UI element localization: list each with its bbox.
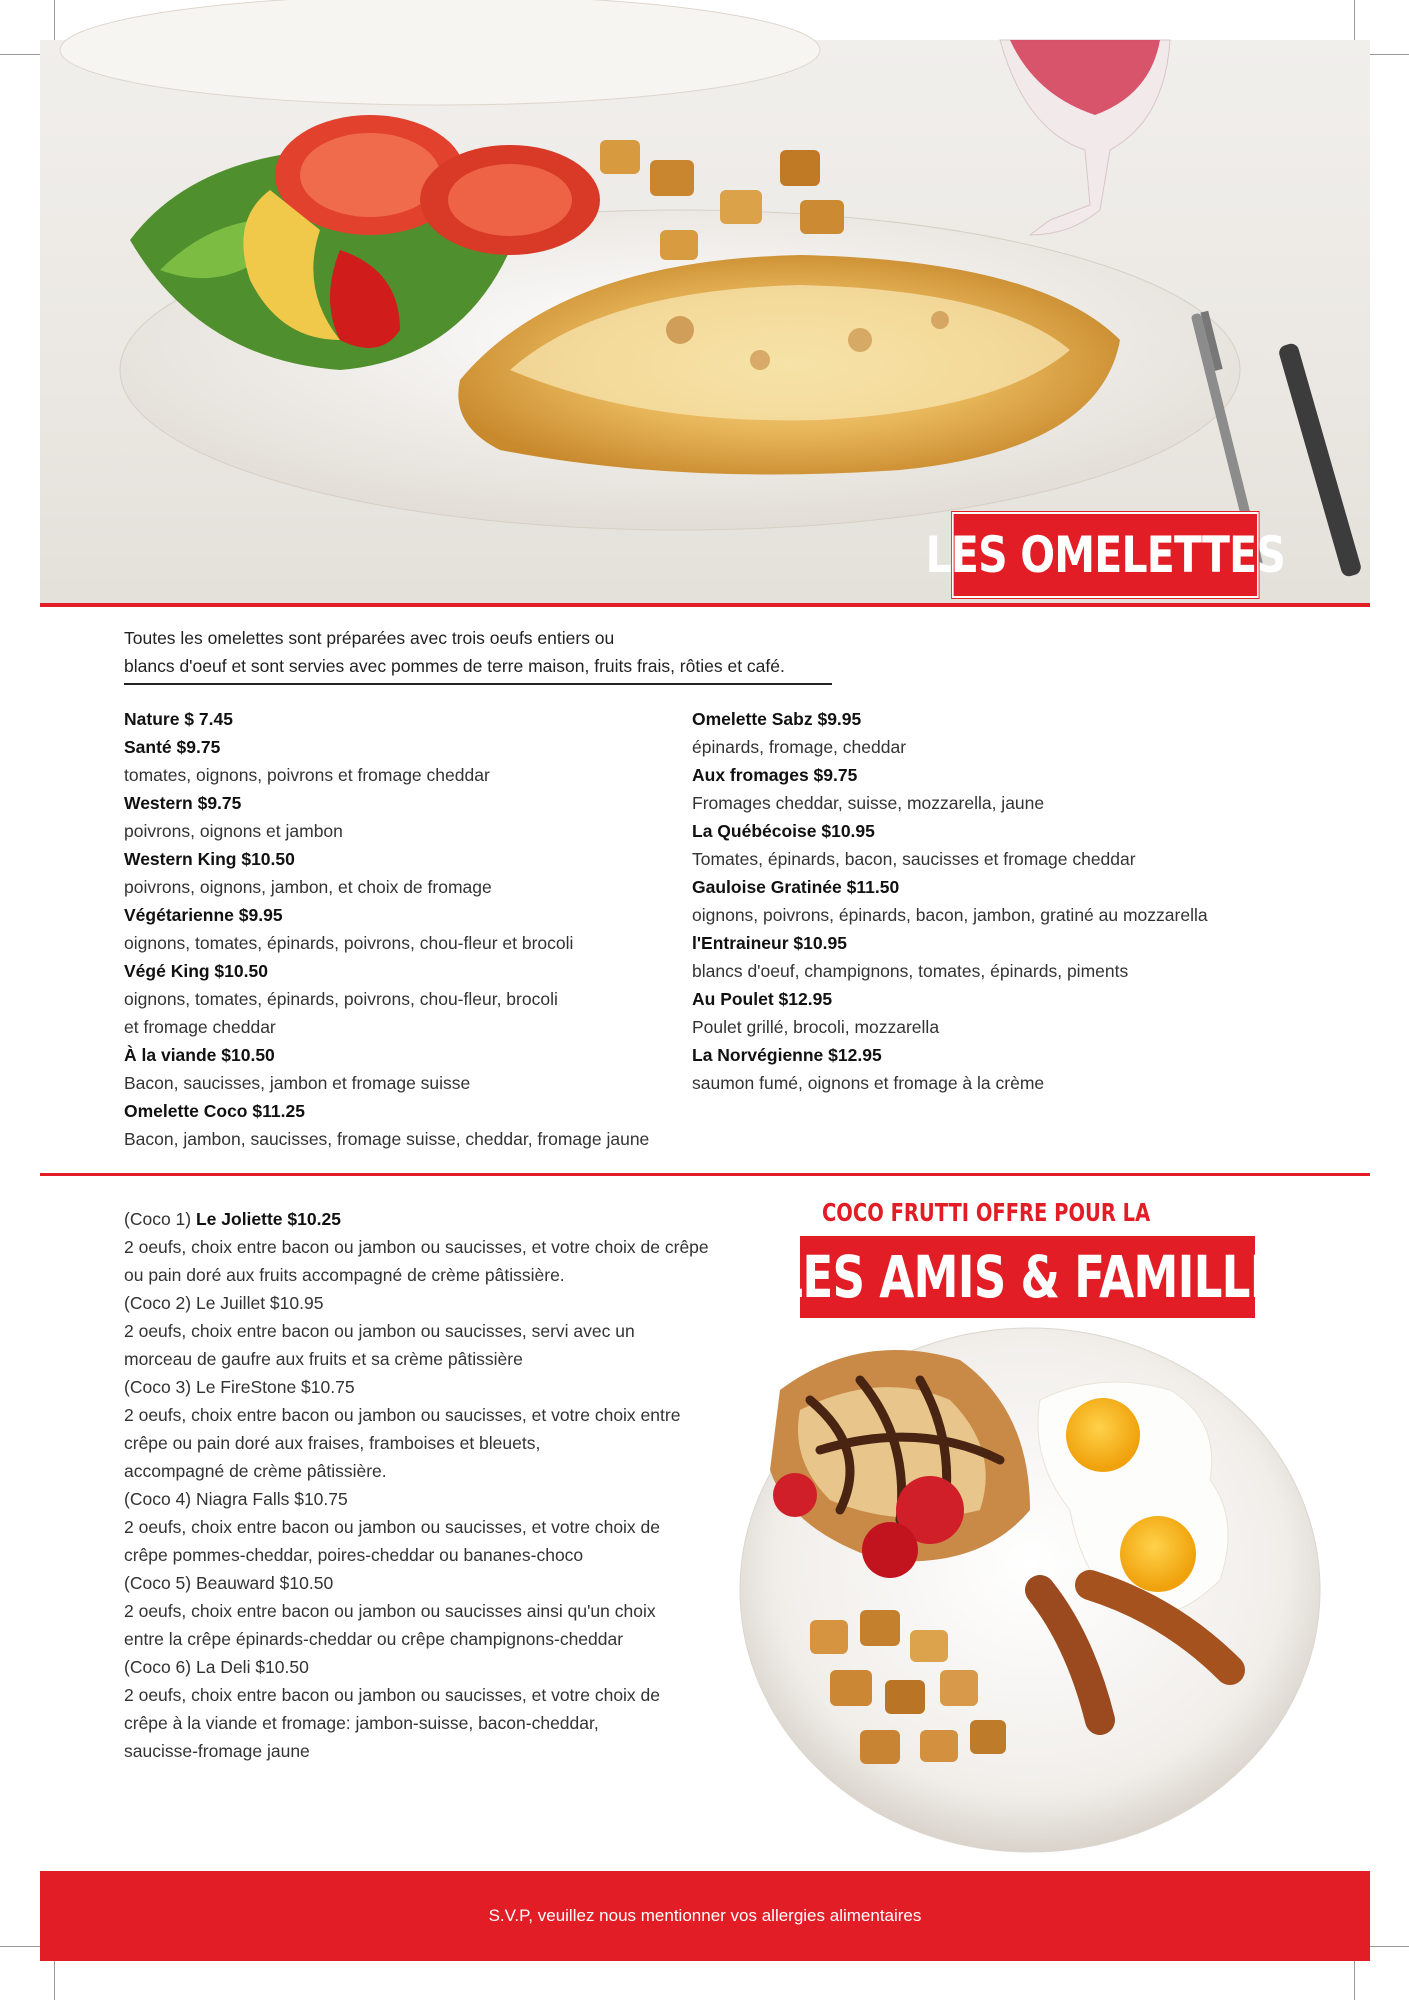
- menu-item: [692, 705, 1312, 761]
- item-description: Tomates, épinards, bacon, saucisses et fromage cheddar: [692, 849, 1136, 869]
- combo-item: [124, 1569, 764, 1653]
- combo-description: crêpe pommes-cheddar, poires-cheddar ou bananes-choco: [124, 1545, 584, 1565]
- menu-item: [692, 873, 1312, 929]
- item-description: Bacon, jambon, saucisses, fromage suisse, cheddar, fromage jaune: [124, 1129, 650, 1149]
- item-description: Poulet grillé, brocoli, mozzarella: [692, 1017, 940, 1037]
- combo-description: 2 oeufs, choix entre bacon ou jambon ou saucisses, et votre choix de crêpe: [124, 1237, 709, 1257]
- famille-title: LES AMIS & FAMILLE: [774, 1243, 1281, 1311]
- item-description: oignons, tomates, épinards, poivrons, chou-fleur, brocoli: [124, 989, 558, 1009]
- item-name: Au Poulet $12.95: [692, 989, 833, 1009]
- combo-name: Niagra Falls $10.75: [195, 1489, 348, 1509]
- crop-mark: [0, 1946, 44, 1947]
- item-name: Végé King $10.50: [124, 961, 268, 981]
- intro-underline: [124, 683, 832, 685]
- menu-item: [692, 1041, 1312, 1097]
- menu-item: [124, 733, 724, 789]
- omelette-list-left: [124, 705, 724, 1153]
- combo-item: [124, 1289, 764, 1373]
- combo-code: (Coco 4): [124, 1489, 192, 1509]
- combo-description: 2 oeufs, choix entre bacon ou jambon ou saucisses ainsi qu'un choix: [124, 1601, 656, 1621]
- combo-code: (Coco 2): [124, 1293, 192, 1313]
- combo-description: 2 oeufs, choix entre bacon ou jambon ou saucisses, et votre choix de: [124, 1685, 661, 1705]
- footer-banner: [40, 1871, 1370, 1961]
- combo-code: (Coco 3): [124, 1377, 192, 1397]
- menu-item: [124, 845, 724, 901]
- crop-mark: [54, 1956, 55, 2000]
- combo-name: Beauward $10.50: [195, 1573, 334, 1593]
- combo-name: Le FireStone $10.75: [195, 1377, 355, 1397]
- item-description: épinards, fromage, cheddar: [692, 737, 907, 757]
- combo-description: accompagné de crème pâtissière.: [124, 1461, 387, 1481]
- combo-name: La Deli $10.50: [195, 1657, 309, 1677]
- crop-mark: [0, 54, 44, 55]
- divider: [40, 1173, 1370, 1176]
- combo-item: [124, 1485, 764, 1569]
- breakfast-photo: [700, 1310, 1320, 1850]
- combo-item: [124, 1373, 764, 1485]
- divider: [40, 603, 1370, 607]
- item-name: La Norvégienne $12.95: [692, 1045, 882, 1065]
- menu-item: [124, 705, 724, 733]
- menu-item: [692, 985, 1312, 1041]
- item-description: saumon fumé, oignons et fromage à la crème: [692, 1073, 1045, 1093]
- combo-description: crêpe à la viande et fromage: jambon-suisse, bacon-cheddar,: [124, 1713, 599, 1733]
- intro-line-1: Toutes les omelettes sont préparées avec trois oeufs entiers ou: [124, 628, 615, 648]
- allergy-note: S.V.P, veuillez nous mentionner vos allergies alimentaires: [488, 1906, 922, 1925]
- section-title: LES OMELETTES: [952, 512, 1259, 598]
- item-name: Santé $9.75: [124, 737, 221, 757]
- menu-item: [692, 761, 1312, 817]
- item-name: Aux fromages $9.75: [692, 765, 858, 785]
- crop-mark: [1365, 54, 1409, 55]
- item-description: poivrons, oignons, jambon, et choix de fromage: [124, 877, 492, 897]
- famille-title-box: [774, 1236, 1281, 1318]
- intro-text: [124, 624, 844, 680]
- combo-code: (Coco 5): [124, 1573, 192, 1593]
- item-name: Gauloise Gratinée $11.50: [692, 877, 900, 897]
- item-description: poivrons, oignons et jambon: [124, 821, 343, 841]
- combo-description: crêpe ou pain doré aux fraises, framboises et bleuets,: [124, 1433, 541, 1453]
- combo-description: 2 oeufs, choix entre bacon ou jambon ou saucisses, et votre choix de: [124, 1517, 661, 1537]
- item-description: oignons, poivrons, épinards, bacon, jambon, gratiné au mozzarella: [692, 905, 1208, 925]
- menu-item: [124, 1097, 724, 1153]
- menu-item: [692, 817, 1312, 873]
- combo-code: (Coco 1): [124, 1209, 192, 1229]
- item-name: Omelette Sabz $9.95: [692, 709, 862, 729]
- item-name: Nature $ 7.45: [124, 709, 233, 729]
- menu-item: [124, 901, 724, 957]
- combo-description: saucisse-fromage jaune: [124, 1741, 310, 1761]
- item-name: À la viande $10.50: [124, 1045, 275, 1065]
- item-description: Bacon, saucisses, jambon et fromage suisse: [124, 1073, 471, 1093]
- item-description: Fromages cheddar, suisse, mozzarella, jaune: [692, 793, 1045, 813]
- item-description: tomates, oignons, poivrons et fromage cheddar: [124, 765, 490, 785]
- crop-mark: [54, 0, 55, 44]
- item-description: blancs d'oeuf, champignons, tomates, épinards, piments: [692, 961, 1129, 981]
- omelette-photo: [40, 40, 1370, 603]
- menu-item: [124, 789, 724, 845]
- combo-description: entre la crêpe épinards-cheddar ou crêpe champignons-cheddar: [124, 1629, 624, 1649]
- item-name: La Québécoise $10.95: [692, 821, 875, 841]
- item-name: Omelette Coco $11.25: [124, 1101, 305, 1121]
- combo-description: morceau de gaufre aux fruits et sa crème pâtissière: [124, 1349, 523, 1369]
- item-name: l'Entraineur $10.95: [692, 933, 847, 953]
- crop-mark: [1365, 1946, 1409, 1947]
- item-name: Végétarienne $9.95: [124, 905, 283, 925]
- combo-name: Le Juillet $10.95: [195, 1293, 324, 1313]
- combo-description: 2 oeufs, choix entre bacon ou jambon ou saucisses, servi avec un: [124, 1321, 635, 1341]
- intro-line-2: blancs d'oeuf et sont servies avec pommes de terre maison, fruits frais, rôties et café.: [124, 656, 785, 676]
- item-description: et fromage cheddar: [124, 1017, 276, 1037]
- menu-item: [692, 929, 1312, 985]
- item-description: oignons, tomates, épinards, poivrons, chou-fleur et brocoli: [124, 933, 574, 953]
- item-name: Western $9.75: [124, 793, 242, 813]
- famille-heading: COCO FRUTTI OFFRE POUR LA: [822, 1198, 1151, 1227]
- combo-name: Le Joliette $10.25: [195, 1209, 341, 1229]
- combo-item: [124, 1205, 764, 1289]
- crop-mark: [1354, 0, 1355, 44]
- menu-item: [124, 1041, 724, 1097]
- combo-list: [124, 1205, 764, 1765]
- combo-description: ou pain doré aux fruits accompagné de crème pâtissière.: [124, 1265, 565, 1285]
- combo-item: [124, 1653, 764, 1765]
- omelette-list-right: [692, 705, 1312, 1097]
- item-name: Western King $10.50: [124, 849, 295, 869]
- combo-description: 2 oeufs, choix entre bacon ou jambon ou saucisses, et votre choix entre: [124, 1405, 681, 1425]
- combo-code: (Coco 6): [124, 1657, 192, 1677]
- crop-mark: [1354, 1956, 1355, 2000]
- menu-item: [124, 957, 724, 1041]
